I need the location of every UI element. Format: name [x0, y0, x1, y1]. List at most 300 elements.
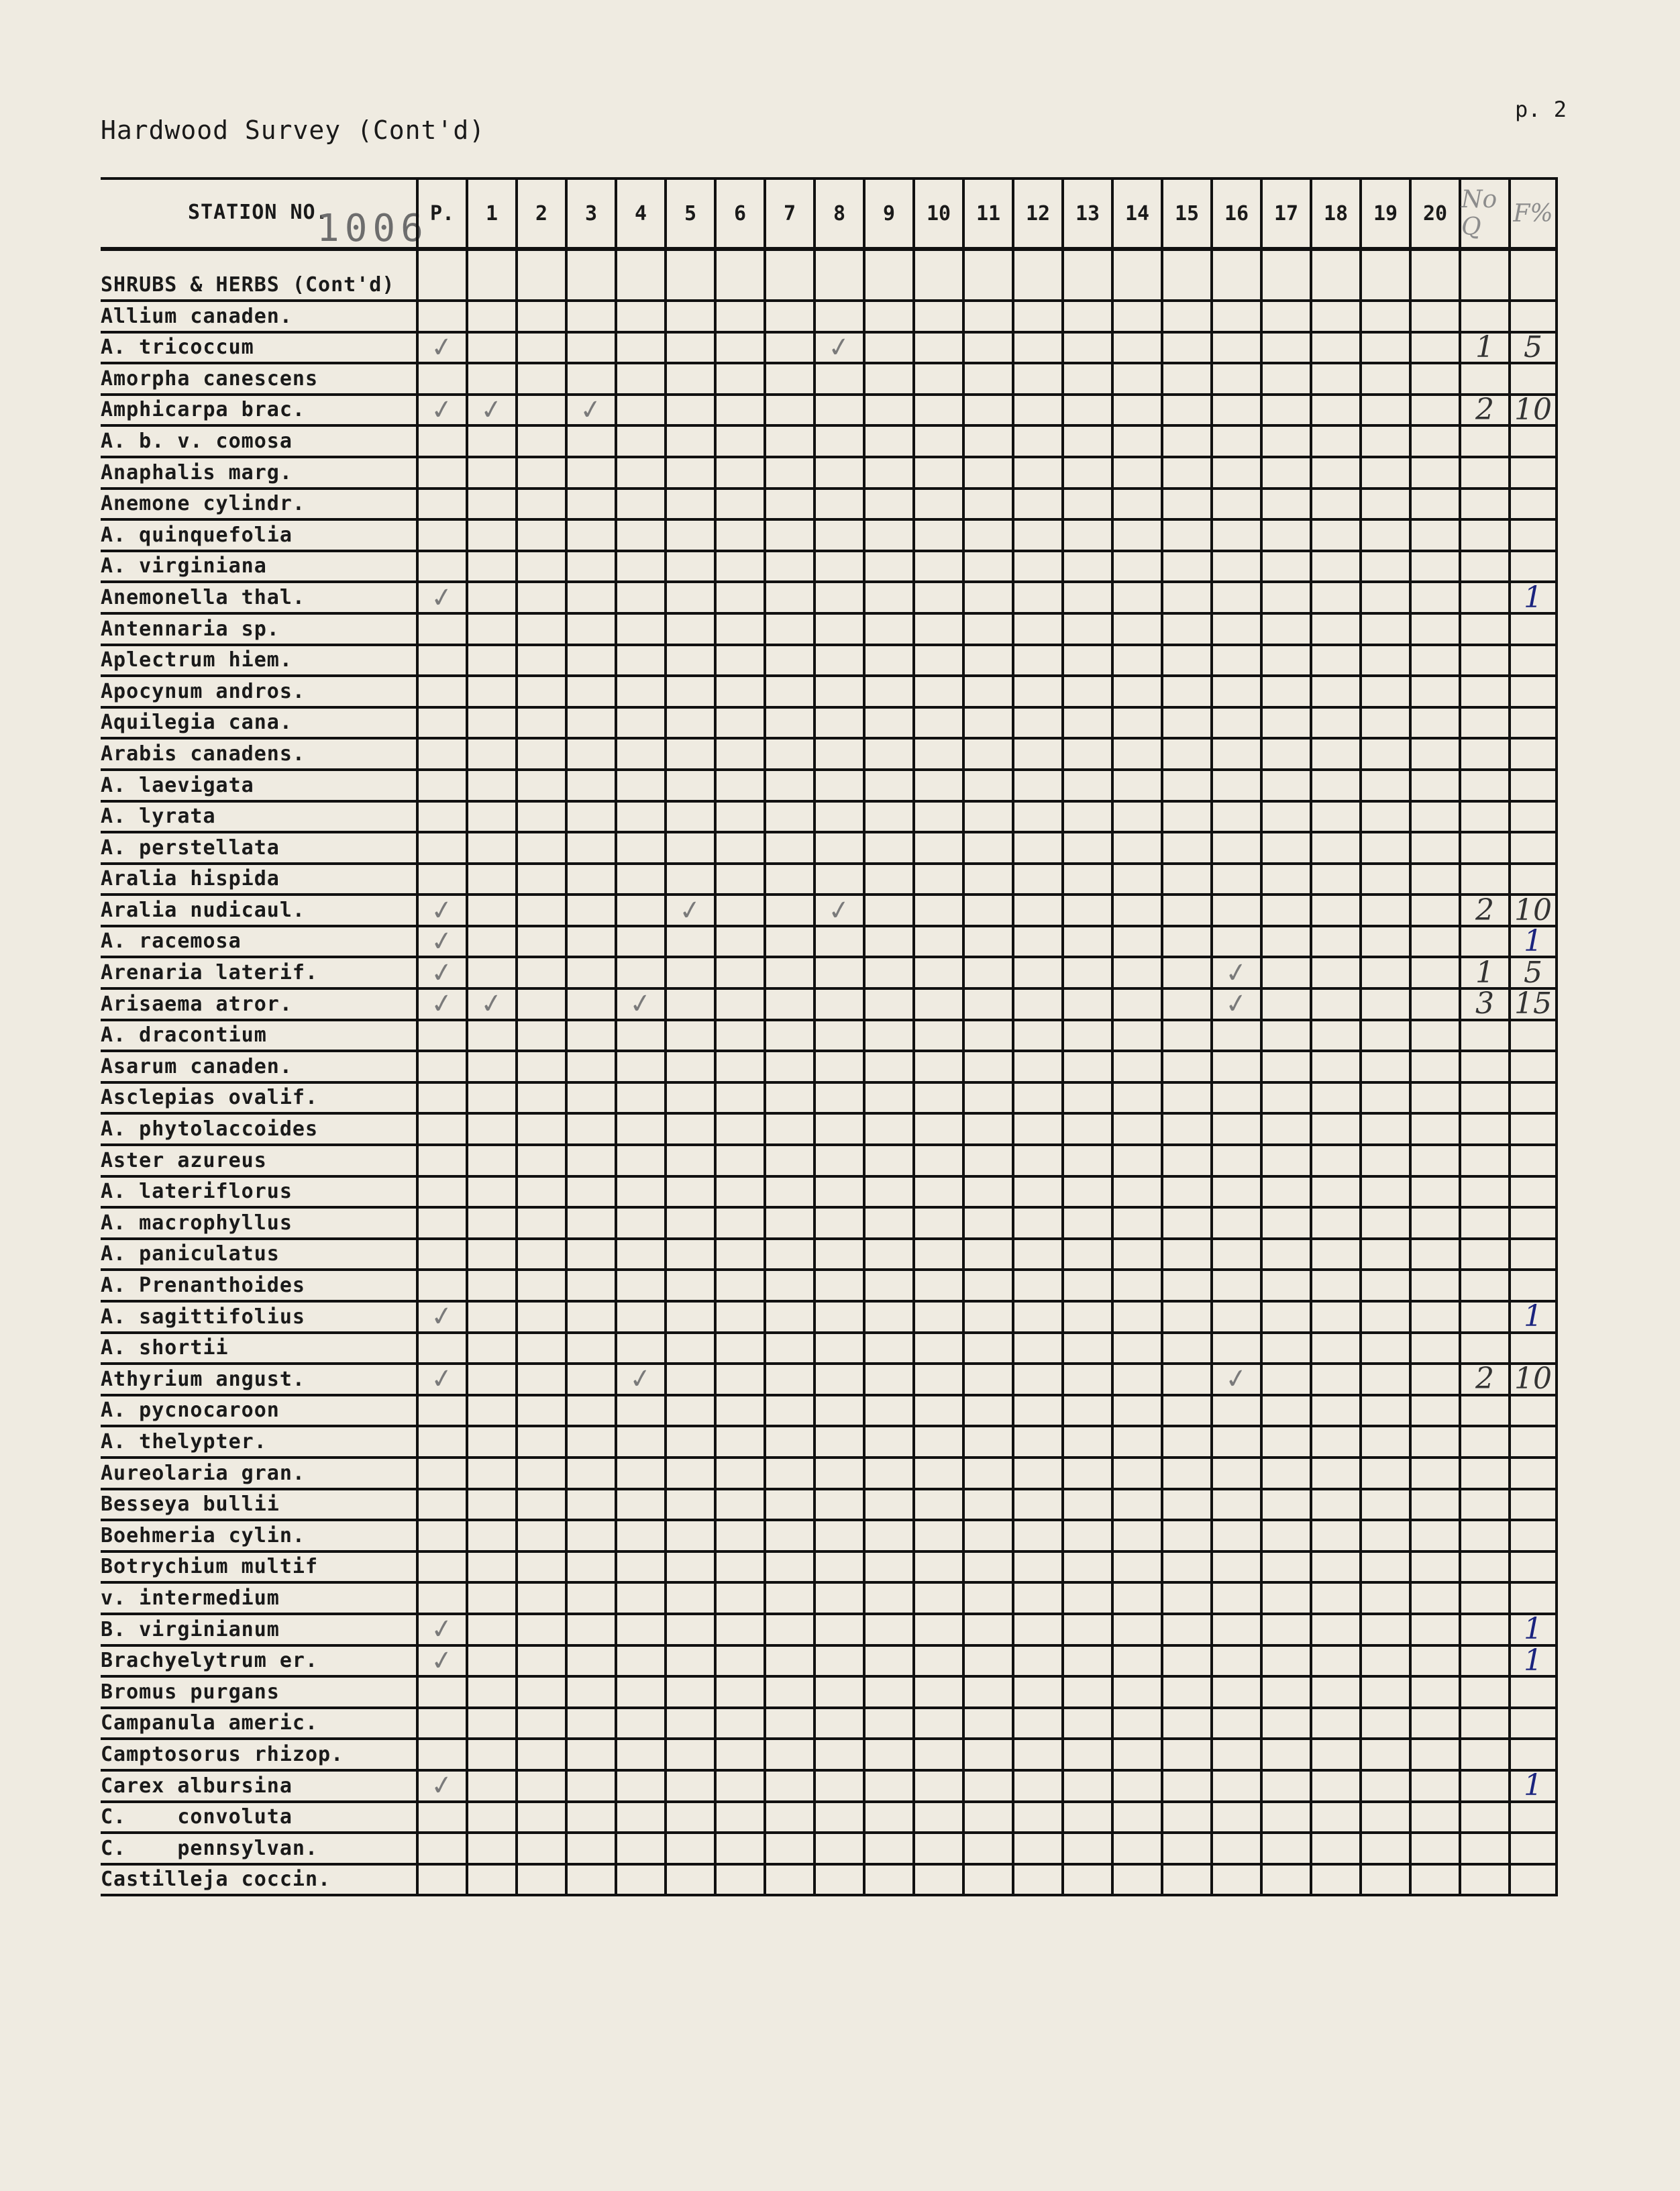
grid-cell: [1111, 990, 1161, 1019]
species-name-text: Asclepias ovalif.: [101, 1086, 319, 1110]
grid-cell: [416, 1021, 466, 1050]
species-name-text: Arenaria laterif.: [101, 961, 319, 985]
species-row: [101, 1209, 1558, 1240]
grid-cell: [1459, 1647, 1508, 1676]
grid-cell: [912, 1334, 962, 1363]
grid-cell: [1310, 1834, 1359, 1863]
grid-cell: [863, 833, 912, 862]
grid-cell: [1359, 1521, 1409, 1550]
species-row: [101, 1178, 1558, 1209]
grid-cell: [912, 1084, 962, 1113]
grid-cell: [515, 1396, 565, 1425]
grid-cell: [1260, 583, 1310, 612]
species-name: [101, 677, 416, 706]
grid-cell: [1061, 927, 1111, 956]
grid-cell: [813, 427, 863, 456]
grid-cell: [1359, 1740, 1409, 1769]
grid-cell: [1459, 865, 1508, 894]
grid-cell: [764, 1427, 813, 1456]
grid-cell: [1508, 1612, 1558, 1647]
grid-cell: [962, 1866, 1012, 1894]
grid-cell: [764, 927, 813, 956]
species-name-text: A. lyrata: [101, 805, 216, 829]
grid-cell: [714, 1490, 764, 1519]
grid-cell: [1161, 1427, 1210, 1456]
grid-cell: [1359, 1803, 1409, 1832]
grid-cell: [813, 893, 863, 927]
species-name-text: Asarum canaden.: [101, 1054, 293, 1078]
column-header-label: 2: [535, 201, 548, 225]
grid-cell: [664, 1334, 714, 1363]
grid-cell: [1359, 865, 1409, 894]
grid-cell: [1111, 1240, 1161, 1269]
grid-cell: [764, 1553, 813, 1582]
check-mark-icon: ✓: [478, 987, 505, 1021]
column-header: [615, 180, 664, 247]
grid-cell: [1012, 521, 1061, 550]
grid-cell: [1012, 1271, 1061, 1300]
grid-cell: [1409, 1521, 1459, 1550]
grid-cell: [664, 521, 714, 550]
grid-cell: [1061, 1803, 1111, 1832]
grid-cell: [1310, 1584, 1359, 1613]
grid-cell: [1310, 1209, 1359, 1237]
grid-cell: [1260, 251, 1310, 299]
species-name: [101, 583, 416, 612]
grid-cell: [1459, 1678, 1508, 1706]
frequency-value: 1: [1524, 1299, 1542, 1334]
grid-cell: [1508, 521, 1558, 550]
grid-cell: [416, 1240, 466, 1269]
grid-cell: [416, 521, 466, 550]
no-quadrats-value: 2: [1475, 893, 1494, 927]
grid-cell: [664, 1740, 714, 1769]
grid-cell: [863, 1396, 912, 1425]
grid-cell: [912, 740, 962, 768]
grid-cell: [664, 990, 714, 1019]
grid-cell: [615, 251, 664, 299]
grid-cell: [863, 1021, 912, 1050]
grid-cell: [1409, 583, 1459, 612]
grid-cell: [813, 1584, 863, 1613]
grid-cell: [764, 1240, 813, 1269]
grid-cell: [1210, 709, 1260, 737]
grid-cell: [912, 1615, 962, 1644]
grid-cell: [863, 1678, 912, 1706]
species-row: [101, 393, 1558, 427]
grid-cell: [1409, 1834, 1459, 1863]
grid-cell: [1012, 490, 1061, 519]
grid-cell: [515, 1021, 565, 1050]
frequency-value: 1: [1524, 1768, 1542, 1803]
grid-cell: [416, 677, 466, 706]
grid-cell: [615, 1772, 664, 1800]
grid-cell: [863, 490, 912, 519]
grid-cell: [1310, 833, 1359, 862]
grid-cell: [615, 1490, 664, 1519]
grid-cell: [863, 521, 912, 550]
grid-cell: [1508, 677, 1558, 706]
grid-cell: [813, 1459, 863, 1488]
grid-cell: [714, 1647, 764, 1676]
grid-cell: [912, 251, 962, 299]
header-row: [101, 177, 1558, 251]
grid-cell: [1359, 1178, 1409, 1207]
grid-cell: [615, 1021, 664, 1050]
grid-cell: [615, 583, 664, 612]
grid-cell: [1111, 334, 1161, 362]
grid-cell: [1310, 1459, 1359, 1488]
grid-cell: [1459, 1209, 1508, 1237]
grid-cell: [714, 1427, 764, 1456]
grid-cell: [1061, 1115, 1111, 1143]
grid-cell: [912, 1365, 962, 1394]
grid-cell: [466, 1615, 515, 1644]
grid-cell: [565, 1615, 615, 1644]
species-name-text: C. convoluta: [101, 1805, 293, 1829]
grid-cell: [1459, 1396, 1508, 1425]
grid-cell: [1210, 1647, 1260, 1676]
grid-cell: [714, 1396, 764, 1425]
grid-cell: [664, 893, 714, 927]
species-name-text: v. intermedium: [101, 1586, 280, 1610]
grid-cell: [615, 1052, 664, 1081]
grid-cell: [764, 896, 813, 925]
grid-cell: [714, 771, 764, 800]
grid-cell: [515, 771, 565, 800]
frequency-value: 1: [1524, 580, 1542, 615]
grid-cell: [1508, 458, 1558, 487]
grid-cell: [1508, 1584, 1558, 1613]
grid-cell: [764, 1052, 813, 1081]
grid-cell: [813, 458, 863, 487]
species-row: [101, 771, 1558, 803]
grid-cell: [515, 646, 565, 675]
grid-cell: [1012, 1084, 1061, 1113]
species-row: [101, 1459, 1558, 1490]
grid-cell: [813, 740, 863, 768]
grid-cell: [565, 1678, 615, 1706]
grid-cell: [962, 1052, 1012, 1081]
grid-cell: [1210, 521, 1260, 550]
grid-cell: [515, 552, 565, 581]
grid-cell: [565, 771, 615, 800]
grid-cell: [1161, 1834, 1210, 1863]
grid-cell: [863, 771, 912, 800]
grid-cell: [466, 1396, 515, 1425]
grid-cell: [1161, 552, 1210, 581]
grid-cell: [664, 1584, 714, 1613]
species-name: [101, 1866, 416, 1894]
species-row: [101, 1490, 1558, 1522]
grid-cell: [466, 646, 515, 675]
grid-cell: [1508, 490, 1558, 519]
grid-cell: [416, 1115, 466, 1143]
species-row: [101, 1021, 1558, 1053]
species-name: [101, 1740, 416, 1769]
grid-cell: [565, 1271, 615, 1300]
grid-cell: [416, 427, 466, 456]
grid-cell: [813, 709, 863, 737]
grid-cell: [1012, 1334, 1061, 1363]
grid-cell: [515, 251, 565, 299]
grid-cell: [1508, 1768, 1558, 1803]
grid-cell: [1459, 1459, 1508, 1488]
grid-cell: [515, 396, 565, 425]
grid-cell: [565, 709, 615, 737]
grid-cell: [1359, 990, 1409, 1019]
grid-cell: [416, 925, 466, 959]
grid-cell: [1210, 1459, 1260, 1488]
grid-cell: [714, 583, 764, 612]
grid-cell: [1359, 1584, 1409, 1613]
grid-cell: [466, 927, 515, 956]
grid-cell: [1459, 1271, 1508, 1300]
grid-cell: [912, 958, 962, 987]
grid-cell: [664, 1146, 714, 1175]
grid-cell: [1161, 1678, 1210, 1706]
grid-cell: [565, 1365, 615, 1394]
grid-cell: [1012, 1709, 1061, 1738]
grid-cell: [1359, 1396, 1409, 1425]
grid-cell: [1310, 1740, 1359, 1769]
grid-cell: [515, 1052, 565, 1081]
grid-cell: [1508, 1299, 1558, 1334]
station-number: 1006: [317, 207, 429, 250]
grid-cell: [863, 302, 912, 331]
grid-cell: [1210, 1052, 1260, 1081]
grid-cell: [615, 896, 664, 925]
grid-cell: [912, 1740, 962, 1769]
species-name: [101, 896, 416, 925]
grid-cell: [813, 927, 863, 956]
column-header: [1161, 180, 1210, 247]
grid-cell: [515, 1772, 565, 1800]
grid-cell: [565, 646, 615, 675]
grid-cell: [565, 302, 615, 331]
grid-cell: [615, 1521, 664, 1550]
grid-cell: [1359, 1490, 1409, 1519]
grid-cell: [714, 1365, 764, 1394]
grid-cell: [416, 1459, 466, 1488]
grid-cell: [912, 1427, 962, 1456]
grid-cell: [515, 1834, 565, 1863]
grid-cell: [962, 1178, 1012, 1207]
grid-cell: [863, 896, 912, 925]
grid-cell: [466, 803, 515, 831]
grid-cell: [1161, 1772, 1210, 1800]
grid-cell: [615, 833, 664, 862]
species-name: [101, 1834, 416, 1863]
species-name-text: Botrychium multif: [101, 1555, 319, 1579]
grid-cell: [1310, 1553, 1359, 1582]
grid-cell: [714, 1178, 764, 1207]
grid-cell: [1012, 1740, 1061, 1769]
grid-cell: [962, 1271, 1012, 1300]
species-name: [101, 458, 416, 487]
grid-cell: [714, 1240, 764, 1269]
grid-cell: [962, 865, 1012, 894]
species-row: [101, 1709, 1558, 1741]
grid-cell: [714, 490, 764, 519]
grid-cell: [1061, 1490, 1111, 1519]
grid-cell: [714, 958, 764, 987]
grid-cell: [1260, 1334, 1310, 1363]
grid-cell: [912, 364, 962, 393]
grid-cell: [962, 427, 1012, 456]
grid-cell: [565, 958, 615, 987]
grid-cell: [912, 803, 962, 831]
grid-cell: [1260, 1084, 1310, 1113]
grid-cell: [466, 1584, 515, 1613]
grid-cell: [764, 1740, 813, 1769]
grid-cell: [714, 833, 764, 862]
grid-cell: [1508, 1178, 1558, 1207]
grid-cell: [1111, 833, 1161, 862]
grid-cell: [912, 896, 962, 925]
grid-cell: [962, 615, 1012, 644]
grid-cell: [1260, 364, 1310, 393]
species-row: [101, 1740, 1558, 1772]
grid-cell: [962, 1427, 1012, 1456]
column-header-label: 3: [584, 201, 598, 225]
grid-cell: [466, 1803, 515, 1832]
grid-cell: [565, 1146, 615, 1175]
grid-cell: [664, 1178, 714, 1207]
grid-cell: [962, 1678, 1012, 1706]
grid-cell: [962, 1396, 1012, 1425]
grid-cell: [416, 803, 466, 831]
grid-cell: [1359, 490, 1409, 519]
grid-cell: [615, 927, 664, 956]
species-name: [101, 646, 416, 675]
species-name-text: Anemonella thal.: [101, 585, 305, 609]
grid-cell: [1061, 1615, 1111, 1644]
grid-cell: [1508, 986, 1558, 1021]
grid-cell: [1111, 251, 1161, 299]
grid-cell: [1012, 1866, 1061, 1894]
grid-cell: [1409, 1396, 1459, 1425]
grid-cell: [1111, 521, 1161, 550]
grid-cell: [863, 1271, 912, 1300]
grid-cell: [416, 1769, 466, 1803]
grid-cell: [1012, 1584, 1061, 1613]
grid-cell: [1508, 1146, 1558, 1175]
grid-cell: [1061, 740, 1111, 768]
grid-cell: [615, 709, 664, 737]
grid-cell: [1310, 458, 1359, 487]
grid-cell: [466, 1427, 515, 1456]
grid-cell: [1111, 1709, 1161, 1738]
grid-cell: [813, 646, 863, 675]
grid-cell: [1310, 1803, 1359, 1832]
no-quadrats-value: 3: [1475, 986, 1494, 1021]
grid-cell: [1508, 709, 1558, 737]
grid-cell: [912, 1772, 962, 1800]
grid-cell: [764, 990, 813, 1019]
grid-cell: [615, 1084, 664, 1113]
grid-cell: [714, 1834, 764, 1863]
column-header-label: 6: [733, 201, 747, 225]
grid-cell: [1111, 1740, 1161, 1769]
grid-cell: [615, 1115, 664, 1143]
grid-cell: [615, 1209, 664, 1237]
grid-cell: [1359, 896, 1409, 925]
grid-cell: [515, 709, 565, 737]
grid-cell: [515, 677, 565, 706]
grid-cell: [1111, 1521, 1161, 1550]
grid-cell: [962, 677, 1012, 706]
grid-cell: [912, 1866, 962, 1894]
grid-cell: [1061, 990, 1111, 1019]
species-row: [101, 740, 1558, 771]
grid-cell: [1409, 740, 1459, 768]
grid-cell: [1310, 334, 1359, 362]
column-header: [1061, 180, 1111, 247]
grid-cell: [416, 1271, 466, 1300]
grid-cell: [1310, 1521, 1359, 1550]
grid-cell: [416, 1052, 466, 1081]
grid-cell: [664, 1459, 714, 1488]
grid-cell: [1061, 458, 1111, 487]
grid-cell: [1111, 1678, 1161, 1706]
grid-cell: [1012, 1459, 1061, 1488]
grid-cell: [1508, 1490, 1558, 1519]
species-name: [101, 364, 416, 393]
grid-cell: [962, 1709, 1012, 1738]
grid-cell: [466, 490, 515, 519]
grid-cell: [416, 1709, 466, 1738]
species-name: [101, 1084, 416, 1113]
grid-cell: [1508, 740, 1558, 768]
grid-cell: [962, 1021, 1012, 1050]
grid-cell: [615, 1396, 664, 1425]
species-name-text: Anemone cylindr.: [101, 492, 305, 516]
grid-cell: [1310, 803, 1359, 831]
grid-cell: [1359, 251, 1409, 299]
grid-cell: [813, 330, 863, 364]
grid-cell: [912, 1553, 962, 1582]
grid-cell: [1359, 771, 1409, 800]
grid-cell: [1111, 896, 1161, 925]
grid-cell: [1508, 251, 1558, 299]
no-quadrats-value: 1: [1475, 955, 1494, 990]
grid-cell: [912, 427, 962, 456]
grid-cell: [714, 865, 764, 894]
grid-cell: [515, 302, 565, 331]
species-name-text: Arisaema atror.: [101, 992, 293, 1016]
grid-cell: [1310, 302, 1359, 331]
grid-cell: [664, 583, 714, 612]
grid-cell: [515, 1178, 565, 1207]
grid-cell: [813, 677, 863, 706]
grid-cell: [1359, 1459, 1409, 1488]
grid-cell: [466, 393, 515, 427]
grid-cell: [515, 1334, 565, 1363]
grid-cell: [1459, 329, 1508, 364]
check-mark-icon: ✓: [429, 987, 456, 1021]
grid-cell: [813, 1490, 863, 1519]
grid-cell: [664, 1209, 714, 1237]
grid-cell: [1161, 1178, 1210, 1207]
grid-cell: [565, 1772, 615, 1800]
grid-cell: [863, 1303, 912, 1331]
grid-cell: [416, 580, 466, 615]
column-header-label: 17: [1273, 201, 1299, 225]
grid-cell: [515, 1303, 565, 1331]
grid-cell: [764, 1459, 813, 1488]
grid-cell: [1508, 1803, 1558, 1832]
